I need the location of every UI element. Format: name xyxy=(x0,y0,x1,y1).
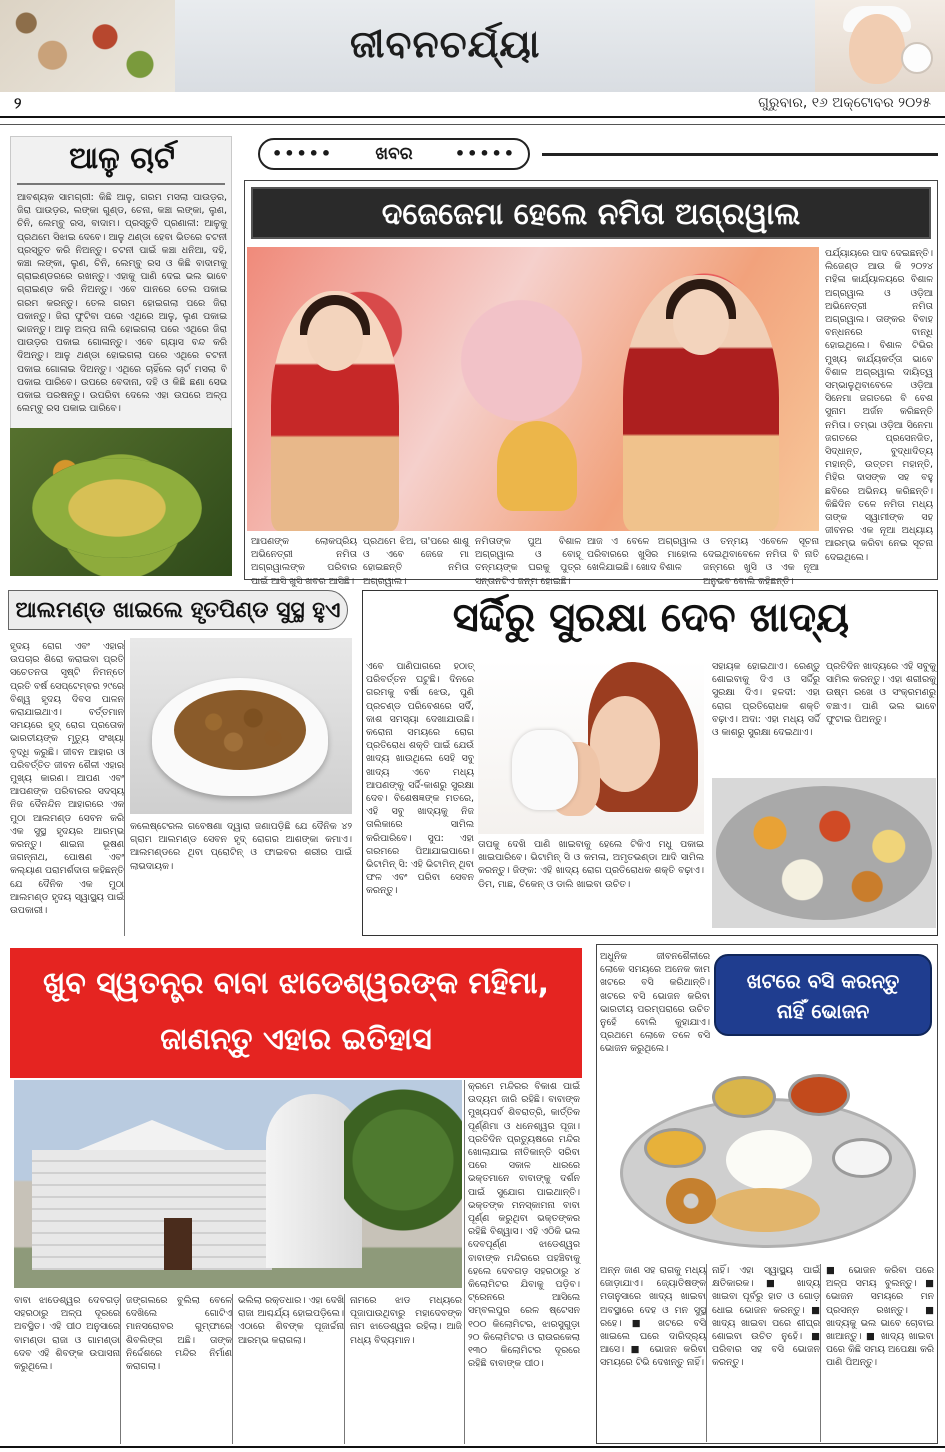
almond-headline-banner xyxy=(8,590,348,630)
sneezing-woman-photo xyxy=(478,660,704,834)
almond-column-1: ହୃଦୟ ରୋଗ ଏବଂ ଏହାର ଉପଚାର ଶିରୋ କରାଇବା ପ୍ରତି ସଚେତନତା ସୃଷ୍ଟି ନିମନ୍ତେ ପ୍ରତି ବର୍ଷ ସେପ୍ଟେମ୍ବର ୨୯ରେ ବିଶ୍ୱ ହୃଦୟ ଦିବସ ପାଳନ କରାଯାଇଥାଏ। ବର୍ତ୍ତମାନ ସମୟରେ ହୃଦ୍ ରୋଗ ପ୍ରତୋକ ଭାରତୀୟଙ୍କ ମୃତ୍ୟୁ ସଂଖ୍ୟା ବୃଦ୍ଧି କରୁଛି। ଜୀବନ ଆହାର ଓ ପରିବର୍ତ୍ତିତ ଜୀବନ ଶୈଳୀ ଏହାର ମୁଖ୍ୟ କାରଣ। ଆପଣ ଏବଂ ଆପଣଙ୍କ ପରିବାରର ସଦସ୍ୟ ନିଜ ଦୈନନ୍ଦିନ ଆହାରରେ ଏକ ମୁଠା ଆଲମଣ୍ଡ ସେବନ କରି ଏକ ସୁସ୍ଥ ହୃଦୟର ଆରମ୍ଭ କରନ୍ତୁ। ଶାଇନା ଭୂଷଣ ଜଗନ୍ନାଥ, ପୋଷଣ ଏବଂ କଲ୍ୟାଣ ପରାମର୍ଶଦାତା କହିଛନ୍ତି ଯେ ଦୈନିକ ଏକ ମୁଠା ଆଲମଣ୍ଡ ହୃଦୟ ସ୍ୱାସ୍ଥ୍ୟ ପାଇଁ ଉପକାରୀ। xyxy=(10,641,124,917)
namita-column-4: ଆଜ ଏ ବେଳେ ଅଗ୍ରୱାଲ ପରିବାରରେ ଖୁସିର ମାହୋଲ ଖେଳିଯାଇଛି। ଖୋଦ ବିଶାଳ xyxy=(587,536,697,574)
skincare-woman-image xyxy=(815,0,945,92)
baba-column-3: ଭଲିଲା ରକ୍ତଧାର। ଏହା ଦେଖି ରାଜା ଆଶ୍ଚର୍ଯ୍ୟ ହୋଇପଡ଼ିଲେ। ଏଠାରେ ଶିବଙ୍କ ପୂଜାର୍ଚ୍ଚନା ଆରମ୍ଭ କରାଗଲା। xyxy=(238,1295,344,1346)
thali-plate-shape xyxy=(716,786,932,920)
khatare-column-1: ଅନ୍ନ ଜାଣ ସହ ରାଗକୁ ମଧ୍ୟ ଜୋଡ଼ାଯାଏ। ଜ୍ୟୋତିଷଙ୍କ ମତାନୁସାରେ ଖାଦ୍ୟ ଖାଇବା ଅବସ୍ଥାରେ ଦେହ ଓ ମନ ସୁସ୍ଥ ରହେ। ■ ଖଟରେ ବସି ଖାଇଲେ ଘରେ ଦାରିଦ୍ର୍ୟ ଆସେ। ■ ଭୋଜନ କରିବା ସମୟରେ ଟିଭି ଦେଖନ୍ତୁ ନାହିଁ। xyxy=(600,1265,706,1369)
namita-column-1: ଆପଣଙ୍କ ଲୋକପ୍ରିୟ ଅଭିନେତ୍ରୀ ନମିତା ଅଗ୍ରୱାଲଙ୍କ ପରିବାର ପାଇଁ ଆସି ଖୁସି ଖବର ଆସିଛି। xyxy=(251,536,357,587)
tree-shape xyxy=(344,1080,462,1280)
khatare-headline-banner xyxy=(714,954,932,1036)
chaat-body: ଆବଶ୍ୟକ ସାମଗ୍ରୀ: କିଛି ଆଳୁ, ଗରମ ମସଲା ପାଉଡ଼ର, ଜିରା ପାଉଡ଼ର, ଲଙ୍କା ଗୁଣ୍ଡ, ଚେନା, କଞ୍ଚା ଲଙ୍କା, ଲୁଣ, ଚିନି, ଲେମ୍ବୁ ରସ, ବାଦାମ। ପ୍ରସ୍ତୁତି ପ୍ରଣାଳୀ: ଆଳୁକୁ ପ୍ରଥମେ ସିଝାଇ ଦେବେ। ଆଳୁ ଥଣ୍ଡା ହେବା ଭିତରେ ଚଟନୀ ପ୍ରସ୍ତୁତ କରି ନିଅନ୍ତୁ। ଚଟନୀ ପାଇଁ କଞ୍ଚା ଧନିଆ, ଦହି, କଞ୍ଚା ଲଙ୍କା, ଲୁଣ, ଚିନି, ଲେମ୍ବୁ ରସ ଓ କିଛି ବାଦାମକୁ ଗ୍ରାଇଣ୍ଡରରେ ରଖନ୍ତୁ। ଏହାକୁ ପାଣି ଦେଇ ଭଲ ଭାବେ ଗ୍ରାଇଣ୍ଡ କରି ନିଅନ୍ତୁ। ଏବେ ପାନରେ ତେଲ ପକାଇ ଗରମ କରନ୍ତୁ। ତେଲ ଗରମ ହୋଇଗଲା ପରେ ଜିରା ପକାନ୍ତୁ। ଜିରା ଫୁଟିବା ପରେ ଏଥିରେ ଆଳୁ, ଲୁଣ ପକାଇ ଭାଜନ୍ତୁ। ଆଳୁ ଅଳ୍ପ ନାଲି ହୋଇଗଲା ପରେ ଏଥିରେ ଜିରା ପାଉଡ଼ର ପକାଇ ଗୋଳାନ୍ତୁ। ଏବେ ଗ୍ୟାସ ବନ୍ଦ କରି ଦିଅନ୍ତୁ। ଆଳୁ ଥଣ୍ଡା ହୋଇଗଲା ପରେ ଏଥିରେ ଚଟନୀ ପକାଇ ଗୋଳାଇ ଦିଅନ୍ତୁ। ଏଥିରେ ଚାହିଁଲେ ଚାର୍ଟ ମସଲା ବି ପକାଇ ପାରିବେ। ଉପରେ ବେଦାନା, ଦହି ଓ କିଛି ଛଣା ସେଭ ପକାଇ ପରଷନ୍ତୁ। ଉପରିବା ଦେଲେ ଏହା ଉପରେ ଅଳ୍ପ ଲେମ୍ବୁ ରସ ପକାଇ ପାରିବେ। xyxy=(17,192,227,415)
namita-headline: ଦଜେଜେମା ହେଲେ ନମିତା ଅଗ୍ରୱାଲ xyxy=(381,197,801,232)
column-divider xyxy=(464,1080,465,1444)
news-section-header xyxy=(258,138,530,170)
almond-column-2: କଲେଷ୍ଟେରଲ ଗବେଷଣା ଦ୍ୱାରା ଜଣାପଡ଼ିଛି ଯେ ଦୈନିକ ୪୨ ଗ୍ରାମ ଆଲମଣ୍ଡ ସେବନ ହୃଦ୍ ରୋଗର ଆଶଙ୍କା କମାଏ। ଆଲମଣ୍ଡରେ ଥିବା ପ୍ରୋଟିନ୍ ଓ ଫାଇବର ଶରୀର ପାଇଁ ଲାଭଦାୟକ। xyxy=(130,821,352,872)
curry-bowl-shape xyxy=(788,1074,850,1116)
dal-bowl-shape xyxy=(712,1076,776,1118)
cream-jar-shape xyxy=(901,42,933,74)
face-shape xyxy=(849,14,905,84)
temple-hall-shape xyxy=(32,1150,272,1270)
winter-headline: ସର୍ଦ୍ଦିରୁ ସୁରକ୍ଷା ଦେବ ଖାଦ୍ୟ xyxy=(452,595,850,641)
young-woman-figure xyxy=(271,291,399,531)
curd-bowl-shape xyxy=(832,1138,892,1178)
baba-headline-line-1: ଖୁବ ସ୍ୱତନ୍ତ୍ର ବାବା ଝାଡେଶ୍ୱରଙ୍କ ମହିମା, xyxy=(42,966,550,1001)
khatare-headline xyxy=(716,966,930,1026)
column-divider xyxy=(124,640,125,936)
bottom-divider xyxy=(0,1446,945,1448)
thali-photo xyxy=(712,778,936,928)
almonds-shape xyxy=(174,690,306,770)
top-divider xyxy=(0,124,945,125)
temple-door-shape xyxy=(164,1218,192,1270)
page-number: ୨ xyxy=(14,94,22,112)
face-shape xyxy=(673,289,729,355)
face-shape xyxy=(590,696,660,792)
face-shape xyxy=(307,305,363,371)
vada-shape xyxy=(666,1178,716,1224)
roti-shape xyxy=(710,1188,820,1232)
namita-side-column: ପର୍ଯ୍ୟାୟରେ ପାଦ ଦେଇଛନ୍ତି। ଲିଜେଣ୍ଡ ଆଉ କି ୨୦୨୪ ମହିଳା କାର୍ଯ୍ୟାଳୟରେ ବିଶାଳ ଅଗ୍ରୱାଲ ଓ ଓଡ଼ିଆ ଅଭିନେତ୍ରୀ ନମିତା ଅଗ୍ରୱାଲ। ତାଙ୍କର ବିବାହ ବନ୍ଧନରେ ବାନ୍ଧି ହୋଇଥିଲେ। ବିଶାଳ ଟିଭିର ମୁଖ୍ୟ କାର୍ଯ୍ୟକର୍ତ୍ତା ଭାବେ ବିଶାଳ ଅଗ୍ରୱାଲ ଦାୟିତ୍ୱ ସମ୍ଭାଳୁଥିବାବେଳେ ଓଡ଼ିଆ ସିନେମା ଜଗତରେ ବି ବେଶ ସୁନାମ ଅର୍ଜନ କରିଛନ୍ତି ନମିତା। ତମ୍ଭା ଓଡ଼ିଆ ସିନେମା ଜଗତରେ ପ୍ରସେନଜିତ, ସିଦ୍ଧାନ୍ତ, ବୁଦ୍ଧାଦିତ୍ୟ ମହାନ୍ତି, ଉତ୍ତମ ମହାନ୍ତି, ମିହିର ଦାସଙ୍କ ସହ ବହୁ ଛବିରେ ଅଭିନୟ କରିଛନ୍ତି। କିଛିଦିନ ତଳେ ନମିତା ମଧ୍ୟ ତାଙ୍କ ସ୍ୱାମୀଙ୍କ ସହ ଜୀବନର ଏକ ନୂଆ ଅଧ୍ୟାୟ ଆରମ୍ଭ କରିବା ନେଇ ସୂଚନା ଦେଇଥିଲେ। xyxy=(825,248,933,563)
baba-column-4: ନାମରେ ଝାଡ ମଧ୍ୟରେ ପୂଜାପାଉଥିବାରୁ ମହାଦେବଙ୍କ ନାମ ଝାଡେଶ୍ୱର ରହିଲା। ଆଜି ମଧ୍ୟ ବିଦ୍ୟମାନ। xyxy=(350,1295,462,1346)
namita-headline-banner xyxy=(251,187,931,239)
namita-column-5: ଓ ତନ୍ମୟ ଏବେଳେ ସୂଚନା ଦେଇଥିବାବେଳେ ନମିତା ବି ନାତି ଜନ୍ମରେ ଖୁସି ଓ ଏକ ନୂଆ ଅନୁଭବ ବୋଲି କହିଛନ୍ତି। xyxy=(703,536,819,587)
winter-column-4: ପ୍ରତିଦିନ ଖାଦ୍ୟରେ ଏହି ସବୁକୁ ସାମିଲ କରନ୍ତୁ। ଏହା ଶରୀରକୁ ଉଷ୍ମ ରଖେ ଓ ସଂକ୍ରମଣରୁ ବଞ୍ଚାଏ। ପାଣି ଭଲ ଭାବେ ଫୁଟାଇ ପିଅନ୍ତୁ। xyxy=(826,661,936,725)
khatare-column-3: ■ ଭୋଜନ କରିବା ପରେ ଅଳ୍ପ ସମୟ ବୁଲନ୍ତୁ। ■ ଭୋଜନ ସମୟରେ ମନ ପ୍ରସନ୍ନ ରଖନ୍ତୁ। ■ ଖାଦ୍ୟକୁ ଭଲ ଭାବେ ଚୋବାଇ ଖାଆନ୍ତୁ। ■ ଖାଦ୍ୟ ଖାଇବା ପରେ କିଛି ସମୟ ଅପେକ୍ଷା କରି ପାଣି ପିଅନ୍ତୁ। xyxy=(826,1265,934,1369)
issue-date: ଗୁରୁବାର, ୧୬ ଅକ୍ଟୋବର ୨୦୨୫ xyxy=(758,95,931,111)
chaat-headline: ଆଳୁ ଚାର୍ଟ xyxy=(69,141,175,176)
namita-article xyxy=(244,180,938,587)
column-divider xyxy=(820,1264,821,1442)
khatare-intro: ଅଧୁନିକ ଜୀବନଶୈଳୀରେ ଲୋକେ ସମୟରେ ଅନେକ କାମ ଖଟରେ ବସି କରିଥାନ୍ତି। ଖଟରେ ବସି ଭୋଜନ କରିବା ଭାରତୀୟ ପରମ୍ପରାରେ ଉଚିତ ନୁହେଁ ବୋଲି କୁହାଯାଏ। ପ୍ରଥମେ ଲୋକେ ତଳେ ବସି ଭୋଜନ କରୁଥିଲେ। xyxy=(600,951,710,1055)
khatare-column-2: ନାହିଁ। ଏହା ସ୍ୱାସ୍ଥ୍ୟ ପାଇଁ କ୍ଷତିକାରକ। ■ ଖାଦ୍ୟ ଖାଇବା ପୂର୍ବରୁ ହାତ ଓ ଗୋଡ଼ ଧୋଇ ଭୋଜନ କରନ୍ତୁ। ■ ଖାଦ୍ୟ ଖାଇବା ପରେ ଶୀଘ୍ର ଶୋଇବା ଉଚିତ ନୁହେଁ। ■ ପରିବାର ସହ ବସି ଭୋଜନ କରନ୍ତୁ। xyxy=(712,1265,820,1369)
potato-chaat-photo xyxy=(10,428,232,576)
winter-column-1: ଏବେ ପାଣିପାଗରେ ହଠାତ୍ ପରିବର୍ତ୍ତନ ଘଟୁଛି। ଦିନରେ ଗରମକୁ ବର୍ଷା ଝେଉ, ପୁଣି ପ୍ରଚଣ୍ଡ ପରିବେଶରେ ସର୍ଦି, କାଶ ସମସ୍ୟା ଦେଖାଯାଉଛି। କରୋନା ସମୟରେ ରୋଗ ପ୍ରତିରୋଧ ଶକ୍ତି ପାଇଁ ଯେଉଁ ଖାଦ୍ୟ ଖାଉଥିଲେ ସେହି ସବୁ ଖାଦ୍ୟ ଏବେ ମଧ୍ୟ ଆପଣଙ୍କୁ ସର୍ଦ୍ଦି-କାଶରୁ ସୁରକ୍ଷା ଦେବ। ବିଶେଷଜ୍ଞଙ୍କ ମତରେ, ଏହି ସବୁ ଖାଦ୍ୟକୁ ନିଜ ତାଲିକାରେ ସାମିଲ କରିପାରିବେ। ସୁପ: ଏହା ଗରମରେ ପିଆଯାଇପାରେ। ଭିଟାମିନ୍ ସି: ଏହି ଭିଟାମିନ୍ ଥିବା ଫଳ ଏବଂ ପରିବା ସେବନ କରନ୍ତୁ। xyxy=(366,661,474,897)
baba-column-1: ବାବା ଝାଡେଶ୍ୱର ଦେବଗଡ଼ ସହରଠାରୁ ଅଳ୍ପ ଦୂରରେ ଅବସ୍ଥିତ। ଏହି ପୀଠ ଅନୁସାରେ ବାମଣ୍ଡା ରାଜା ଓ ଗାମଣ୍ଡା ଦେବ ଏହି ଶିବଙ୍କ ଉପାସନା କରୁଥିଲେ। xyxy=(14,1295,120,1373)
tissue-shape xyxy=(512,730,578,810)
namita-column-3: ନମିତାଙ୍କ ପୁଅ ବିଶାଳ ଅଗ୍ରୱାଲ ଓ ବୋହୂ ତନ୍ମୟଙ୍କ ଘରକୁ ପୁତ୍ର ସନ୍ତାନଟିଏ ଜନ୍ମ ହୋଇଛି। xyxy=(475,536,581,587)
namita-photo xyxy=(247,247,819,531)
dots-left: ••••• xyxy=(272,144,334,163)
dots-right: ••••• xyxy=(454,144,516,163)
column-divider xyxy=(232,1294,233,1444)
news-label: ଖବର xyxy=(375,144,413,164)
meal-plate-photo xyxy=(600,1058,934,1258)
baba-headline xyxy=(10,956,582,1068)
baba-headline-line-2: ଜାଣନ୍ତୁ ଏହାର ଇତିହାସ xyxy=(160,1022,432,1057)
chaat-plate-shape xyxy=(32,458,202,558)
khatare-headline-line-1: ଖଟରେ ବସି କରନ୍ତୁ xyxy=(746,969,900,993)
almond-bowl-photo xyxy=(130,638,352,814)
winter-column-3: ସହାୟକ ହୋଇଥାଏ। ରେଣ୍ଡୁ ଶୋଇବାକୁ ଦିଏ ଓ ସର୍ଦ୍ଦିରୁ ସୁରକ୍ଷା ଦିଏ। ହଳଦୀ: ଏହା ରୋଗ ପ୍ରତିରୋଧକ ଶକ୍ତି ବଢ଼ାଏ। ଅଦା: ଏହା ମଧ୍ୟ ସର୍ଦ୍ଦି ଓ କାଶରୁ ସୁରକ୍ଷା ଦେଇଥାଏ। xyxy=(712,661,820,739)
almond-headline: ଆଲମଣ୍ଡ ଖାଇଲେ ହୃତପିଣ୍ଡ ସୁସ୍ଥ ହୁଏ xyxy=(15,598,341,623)
baba-column-2: ଜଙ୍ଗଲରେ ବୁଲିଲା ବେଳେ ଦେଖିଲେ ଗୋଟିଏ ମାନସରୋବର ଗୁମ୍ଫାରେ ଶିବଲିଙ୍ଗ ଅଛି। ତାଙ୍କ ନିର୍ଦ୍ଦେଶରେ ମନ୍ଦିର ନିର୍ମାଣ କରାଗଲା। xyxy=(126,1295,232,1373)
winter-column-2: ତାପକୁ ଦେଖି ପାଣି ଖାଇବାକୁ ହେଲେ ଟିକିଏ ମଧୁ ପକାଇ ଖାଇପାରିବେ। ଭିଟାମିନ୍ ସି ଓ କମଳା, ଅମୃତଭଣ୍ଡା ଆଦି ସାମିଲ କରନ୍ତୁ। ଜିଙ୍କ: ଏହି ଖାଦ୍ୟ ରୋଗ ପ୍ରତିରୋଧକ ଶକ୍ତି ବଢ଼ାଏ। ଡିମ, ମାଛ, ଚିକେନ୍ ଓ ଡାଲି ଖାଇବା ଉଚିତ। xyxy=(478,839,704,890)
column-divider xyxy=(120,1294,121,1444)
khatare-headline-line-2: ନାହିଁ ଭୋଜନ xyxy=(776,999,870,1023)
news-header-line xyxy=(542,153,938,156)
chaat-divider xyxy=(17,183,225,185)
ganesh-idol-shape xyxy=(497,421,577,511)
column-divider xyxy=(344,1294,345,1444)
food-spread-image xyxy=(0,0,175,92)
namita-figure xyxy=(623,275,779,531)
masthead xyxy=(0,0,945,92)
baba-side-column: କ୍ରମେ ମନ୍ଦିରର ବିକାଶ ପାଇଁ ଉଦ୍ୟମ ଜାରି ରହିଛି। ବାବାଙ୍କ ମୁଖ୍ୟପର୍ବ ଶିବରାତ୍ରି, କାର୍ତ୍ତିକ ପୂର୍ଣ୍ଣିମା ଓ ଧନେଶ୍ୱର ପୂଜା। ପ୍ରତିଦିନ ପ୍ରତ୍ୟୁଷରେ ମନ୍ଦିର ଖୋଲାଯାଇ ନୀତିକାନ୍ତି ସରିବା ପରେ ସକାଳ ଧାରରେ ଭକ୍ତମାନେ ବାବାଙ୍କୁ ଦର୍ଶନ ପାଇଁ ସୁଯୋଗ ପାଇଥାନ୍ତି। ଭକ୍ତଙ୍କ ମନସ୍କାମନା ବାବା ପୂର୍ଣ୍ଣ କରୁଥିବା ଭକ୍ତଙ୍କର ରହିଛି ବିଶ୍ୱାସ। ଏହି ଏଠିକି ଭଲ ଦେବପୂର୍ଣ୍ଣ ଝାଡେଶ୍ୱର ବାବାଙ୍କ ମନ୍ଦିରରେ ପହଞ୍ଚିବାକୁ ହେଲେ ଦେବଗଡ଼ ସହରଠାରୁ ୪ କିଲୋମିଟର ଯିବାକୁ ପଡ଼ିବ। ଟ୍ରେନରେ ଆସିଲେ ସମ୍ବଲପୁର ରେଳ ଷ୍ଟେସନ ୧୦୦ କିଲୋମିଟର, ଝାରସୁଗୁଡ଼ା ୨୦ କିଲୋମିଟର ଓ ରାଉରକେଲା ୧୩୦ କିଲୋମିଟର ଦୂରରେ ରହିଛି ବାବାଙ୍କ ପୀଠ। xyxy=(468,1081,580,1370)
column-divider xyxy=(706,1264,707,1442)
namita-column-2: ପ୍ରଥମେ ଝିଅ, ତା'ପରେ ଶାଶୁ ଓ ଏବେ ଜେଜେ ମା ହୋଇଛନ୍ତି ନମିତା ଅଗ୍ରୱାଲ। xyxy=(363,536,469,587)
temple-photo xyxy=(14,1080,462,1288)
rice-shape xyxy=(726,1130,812,1190)
baba-headline-banner xyxy=(10,948,582,1078)
section-title: ଜୀବନଚର୍ଯ୍ୟା xyxy=(350,22,541,66)
sambar-bowl-shape xyxy=(644,1128,706,1168)
page-info-bar xyxy=(0,92,945,118)
